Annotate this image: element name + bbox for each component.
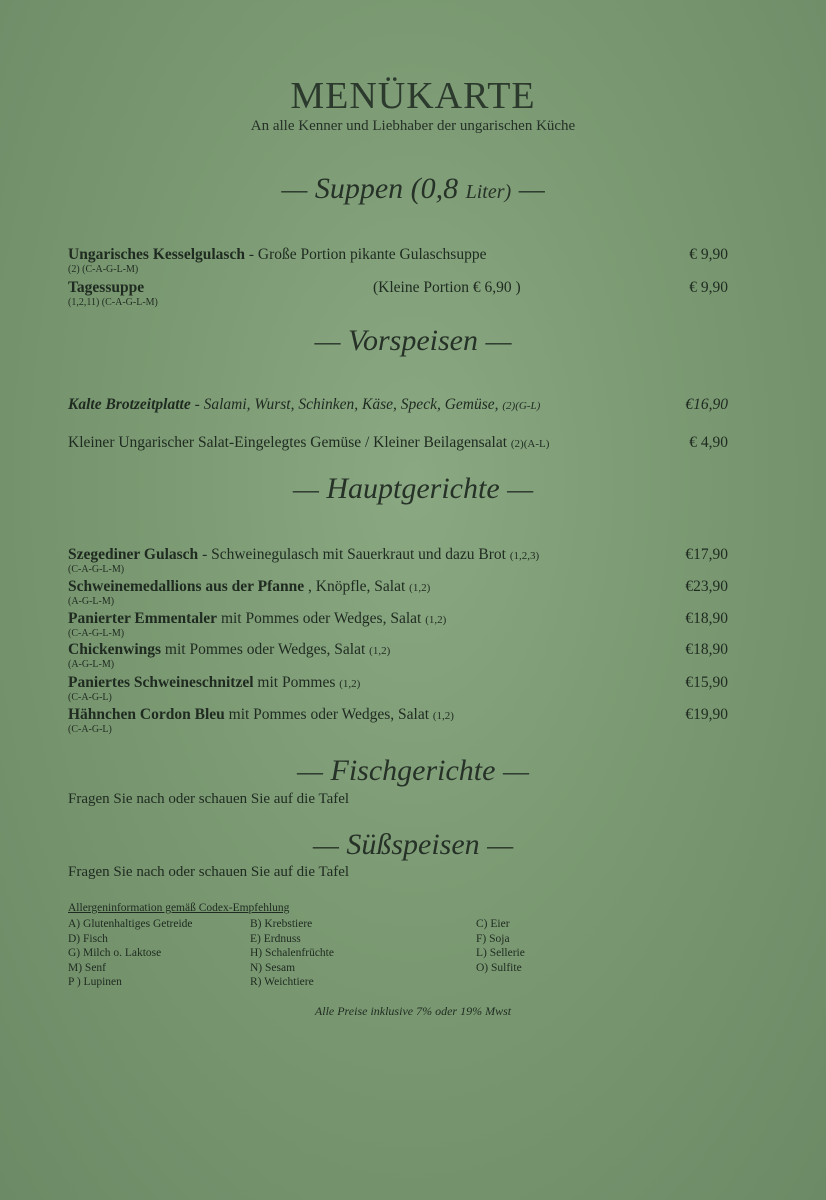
allergen-item: O) Sulfite (476, 961, 522, 974)
section-heading-hauptgerichte: — Hauptgerichte — (292, 472, 534, 505)
allergen-column-3 (476, 917, 525, 975)
fischgerichte-note: Fragen Sie nach oder schauen Sie auf die Tafel (68, 791, 350, 807)
footer-vat-note: Alle Preise inklusive 7% oder 19% Mwst (314, 1004, 512, 1018)
menu-item (68, 578, 728, 607)
allergen-item: P ) Lupinen (68, 976, 122, 988)
item-price: €19,90 (685, 706, 728, 723)
menu-item (68, 610, 728, 639)
suessspeisen-note: Fragen Sie nach oder schauen Sie auf die Tafel (68, 864, 350, 880)
item-allergens: (A-G-L-M) (68, 659, 115, 670)
item-extra: (1,2) (369, 645, 391, 657)
item-price: €18,90 (685, 610, 728, 627)
allergen-item: D) Fisch (68, 932, 108, 945)
item-allergens: (C-A-G-L-M) (68, 564, 125, 575)
item-allergens: (C-A-G-L-M) (68, 628, 125, 639)
item-price: €23,90 (685, 578, 728, 595)
allergen-item: A) Glutenhaltiges Getreide (68, 918, 193, 930)
item-price: € 9,90 (689, 279, 728, 296)
item-extra: (1,2) (339, 678, 361, 690)
item-desc: , Knöpfle, Salat (304, 578, 410, 595)
menu-item (68, 706, 728, 735)
menu-item (68, 546, 728, 575)
item-desc: mit Pommes oder Wedges, Salat (217, 610, 426, 627)
item-name: Ungarisches Kesselgulasch (68, 246, 245, 263)
item-desc: mit Pommes oder Wedges, Salat (224, 706, 433, 723)
item-allergens: (2) (C-A-G-L-M) (68, 264, 139, 275)
item-allergens: (2)(A-L) (510, 438, 550, 450)
item-desc: - Schweinegulasch mit Sauerkraut und dazu Brot (198, 546, 510, 563)
allergen-column-1 (68, 917, 193, 990)
section-heading-fischgerichte: — Fischgerichte — (297, 754, 529, 787)
item-price: €18,90 (685, 641, 728, 658)
section-heading-suppen: — Suppen (0,8 Liter) — (281, 172, 545, 205)
item-name: Kalte Brotzeitplatte (68, 396, 191, 413)
item-allergens: (A-G-L-M) (68, 596, 115, 607)
section-heading-vorspeisen: — Vorspeisen — (314, 324, 512, 357)
allergen-item: R) Weichtiere (250, 976, 314, 988)
item-desc: Kleiner Ungarischer Salat-Eingelegtes Gemüse / Kleiner Beilagensalat (68, 434, 511, 451)
menu-item (68, 434, 728, 452)
allergen-title: Allergeninformation gemäß Codex-Empfehlung (68, 902, 290, 914)
item-name: Schweinemedallions aus der Pfanne (68, 578, 305, 595)
item-desc: - Salami, Wurst, Schinken, Käse, Speck, Gemüse, (190, 396, 503, 413)
item-name: Tagessuppe (68, 279, 145, 296)
item-allergens: (1,2,11) (C-A-G-L-M) (68, 297, 158, 308)
item-name: Chickenwings (68, 641, 162, 658)
allergen-item: C) Eier (476, 918, 510, 930)
menu-item (68, 246, 728, 275)
menu-item (68, 641, 728, 670)
allergen-item: G) Milch o. Laktose (68, 947, 162, 959)
item-name: Paniertes Schweineschnitzel (68, 674, 254, 691)
item-extra: (1,2) (409, 582, 431, 594)
item-desc: mit Pommes oder Wedges, Salat (161, 641, 370, 658)
suppen-heading-unit: Liter) (465, 181, 512, 203)
item-price: €16,90 (685, 396, 728, 413)
item-extra: (1,2) (425, 614, 447, 626)
allergen-column-2 (250, 917, 334, 990)
allergen-item: M) Senf (68, 961, 107, 974)
allergen-item: B) Krebstiere (250, 918, 313, 930)
hauptgerichte-heading-text: Hauptgerichte (326, 472, 500, 505)
allergen-item: L) Sellerie (476, 947, 525, 959)
allergen-item: F) Soja (476, 932, 510, 945)
page-title: MENÜKARTE (290, 75, 536, 117)
section-heading-suessspeisen: — Süßspeisen — (312, 828, 514, 861)
suessspeisen-heading-text: Süßspeisen (346, 828, 480, 861)
page-subtitle: An alle Kenner und Liebhaber der ungarischen Küche (250, 118, 576, 134)
menu-item (68, 396, 728, 414)
menu-item (68, 279, 728, 308)
vorspeisen-heading-text: Vorspeisen (348, 324, 478, 357)
item-price: €15,90 (685, 674, 728, 691)
item-desc: - Große Portion pikante Gulaschsuppe (244, 246, 487, 263)
allergen-item: N) Sesam (250, 961, 296, 974)
suppen-heading-text: Suppen (0,8 (314, 172, 459, 205)
item-allergens: (C-A-G-L) (68, 692, 112, 703)
item-name: Hähnchen Cordon Bleu (68, 706, 225, 723)
item-allergens: (2)(G-L) (502, 400, 541, 412)
item-price: € 4,90 (689, 434, 728, 451)
item-desc: mit Pommes (253, 674, 340, 691)
item-allergens: (C-A-G-L) (68, 724, 112, 735)
item-price: €17,90 (685, 546, 728, 563)
item-extra: (1,2) (432, 710, 454, 722)
item-extra: (1,2,3) (509, 550, 540, 562)
item-price: € 9,90 (689, 246, 728, 263)
allergen-item: E) Erdnuss (250, 932, 301, 945)
item-name: Szegediner Gulasch (68, 546, 199, 563)
allergen-item: H) Schalenfrüchte (250, 947, 334, 959)
item-desc: (Kleine Portion € 6,90 ) (373, 279, 521, 296)
fischgerichte-heading-text: Fischgerichte (330, 754, 496, 787)
item-name: Panierter Emmentaler (68, 610, 218, 627)
menu-item (68, 674, 728, 703)
